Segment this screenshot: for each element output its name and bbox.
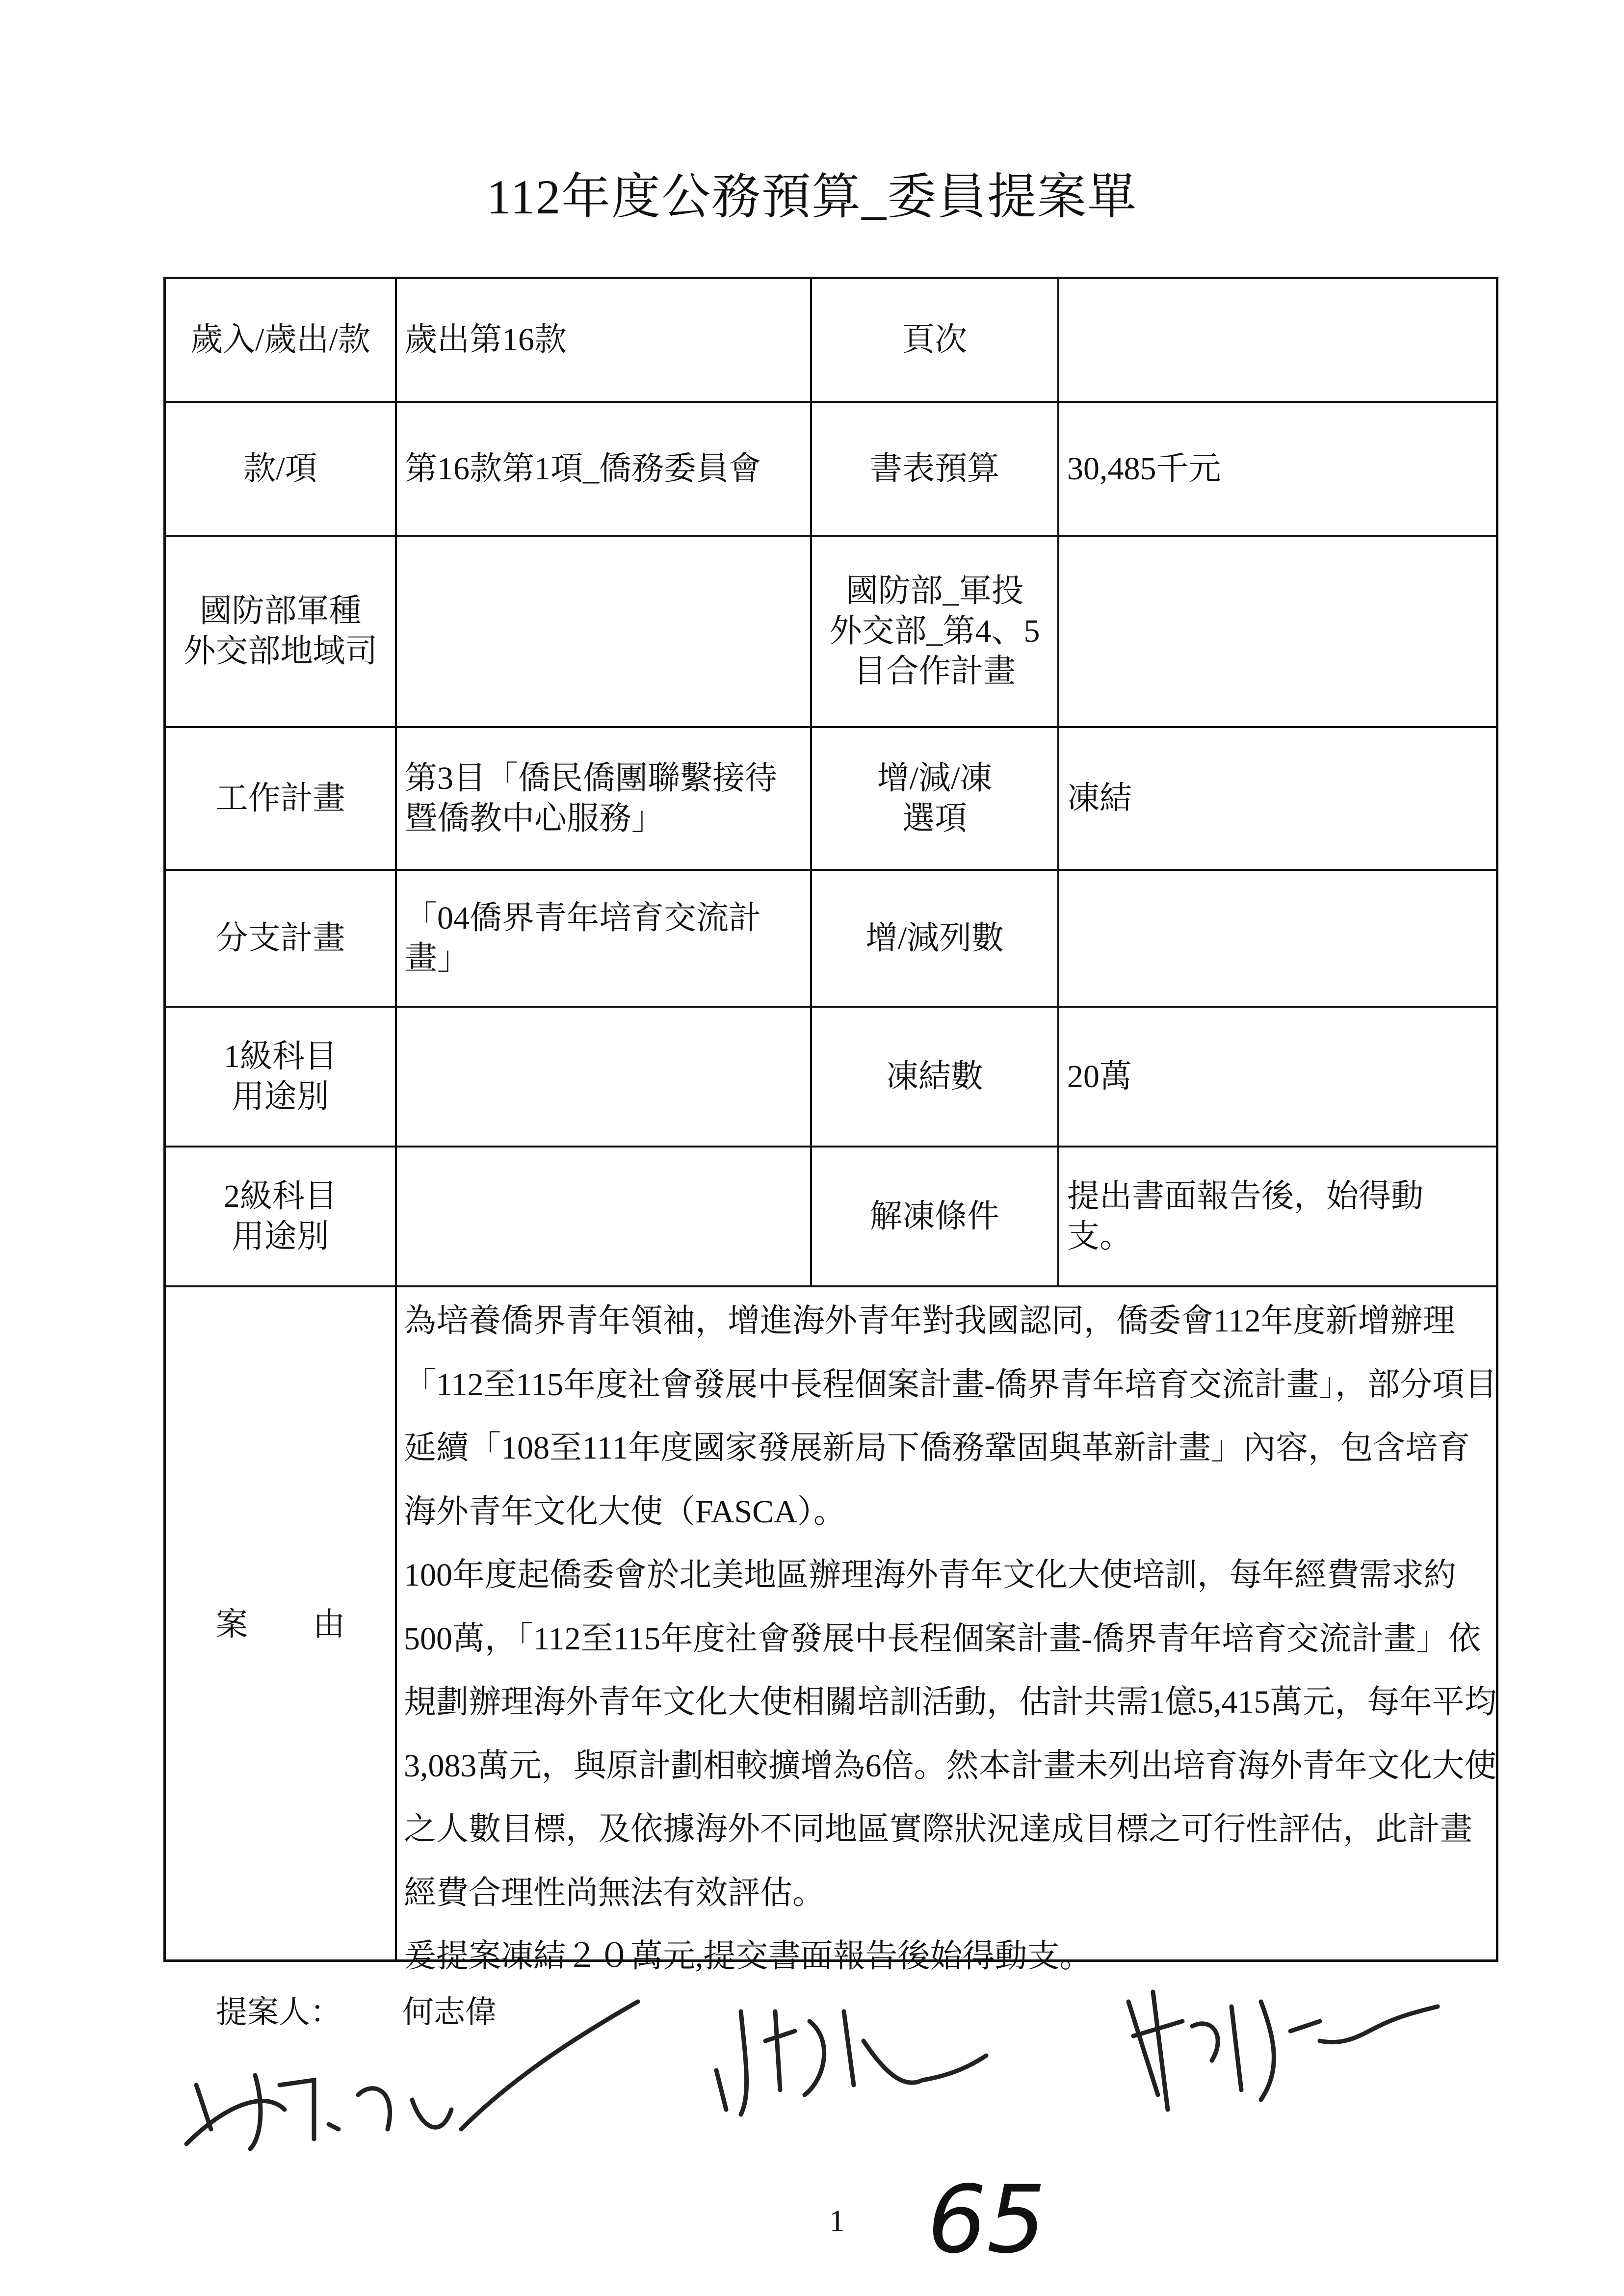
row-value	[397, 279, 812, 403]
row-label-text: 書表預算	[870, 450, 999, 487]
row-label	[166, 871, 397, 1008]
row-value	[1059, 537, 1498, 728]
proposer-label: 提案人：	[216, 1995, 341, 2030]
reason-paragraph: 爰提案凍結２０萬元,提交書面報告後始得動支。	[404, 1938, 1092, 1974]
row-label	[166, 728, 397, 871]
page-title: 112年度公務預算_委員提案單	[486, 170, 1138, 224]
row-value	[397, 728, 812, 871]
row-value-text: 第16款第1項_僑務委員會	[405, 450, 761, 487]
signature-3	[1114, 1972, 1447, 2129]
row-value-text: 20萬	[1067, 1058, 1132, 1095]
row-label	[812, 871, 1059, 1008]
row-label-text: 1級科目 用途別	[224, 1038, 337, 1115]
row-label	[166, 403, 397, 537]
row-label-text: 歲入/歲出/款	[190, 322, 370, 358]
row-label	[812, 1148, 1059, 1287]
row-value	[397, 403, 812, 537]
row-label-text: 增/減列數	[865, 920, 1004, 956]
row-value	[1059, 1008, 1498, 1148]
signature-1	[167, 1982, 657, 2188]
row-label-text: 解凍條件	[870, 1198, 999, 1234]
row-label	[812, 728, 1059, 871]
row-value	[1059, 403, 1498, 537]
row-label	[812, 1008, 1059, 1148]
row-value-text: 提出書面報告後，始得動 支。	[1067, 1178, 1423, 1254]
row-label	[812, 403, 1059, 537]
handwritten-page-number	[922, 2166, 1070, 2274]
row-label-text: 工作計畫	[215, 780, 345, 816]
row-label	[812, 279, 1059, 403]
row-value-text: 凍結	[1067, 780, 1132, 816]
proposal-table	[163, 277, 1498, 1974]
row-label-text: 分支計畫	[215, 920, 345, 956]
row-label-text: 國防部_軍投 外交部_第4、5 目合作計畫	[829, 573, 1040, 689]
reason-paragraph: 為培養僑界青年領袖，增進海外青年對我國認同，僑委會112年度新增辦理「112至115年度社會發展中長程個案計畫-僑界青年培育交流計畫」，部分項目延續「108至111年度國家發展新局下僑務鞏固與革新計畫」內容，包含培育海外青年文化大使（FASCA）。	[404, 1303, 1497, 1530]
row-label-text: 增/減/凍 選項	[877, 760, 993, 836]
row-label-text: 凍結數	[886, 1058, 983, 1095]
reason-paragraph: 100年度起僑委會於北美地區辦理海外青年文化大使培訓，每年經費需求約500萬，「112至115年度社會發展中長程個案計畫-僑界青年培育交流計畫」依規劃辦理海外青年文化大使相關培訓活動，估計共需1億5,415萬元，每年平均3,083萬元，與原計劃相較擴增為6倍。然本計畫未列出培育海外青年文化大使之人數目標，及依據海外不同地區實際狀況達成目標之可行性評估，此計畫經費合理性尚無法有效評估。	[404, 1557, 1497, 1911]
row-label	[166, 537, 397, 728]
row-value	[1059, 1148, 1498, 1287]
row-value	[397, 871, 812, 1008]
row-value-text: 歲出第16款	[405, 322, 567, 358]
page-number: 1	[829, 2203, 845, 2238]
row-label	[166, 1008, 397, 1148]
row-value-text: 第3目「僑民僑團聯繫接待 暨僑教中心服務」	[405, 760, 777, 836]
handwritten-number-text: 65	[927, 2166, 1046, 2274]
proposer-name: 何志偉	[402, 1995, 497, 2030]
row-value	[1059, 279, 1498, 403]
row-value	[397, 1148, 812, 1287]
row-value	[1059, 871, 1498, 1008]
reason-body	[397, 1287, 1501, 1974]
row-label	[166, 279, 397, 403]
signature-2	[697, 1982, 1001, 2129]
row-value-text: 30,485千元	[1067, 450, 1221, 487]
row-value	[1059, 728, 1498, 871]
row-label	[812, 537, 1059, 728]
row-label	[166, 1148, 397, 1287]
reason-label: 案 由	[166, 1287, 397, 1962]
row-label-text: 頁次	[902, 322, 967, 358]
row-label-text: 國防部軍種 外交部地域司	[183, 593, 378, 669]
row-value	[397, 1008, 812, 1148]
row-label-text: 款/項	[243, 450, 317, 487]
row-value-text: 「04僑界青年培育交流計 畫」	[405, 900, 761, 976]
row-value	[397, 537, 812, 728]
row-label-text: 2級科目 用途別	[224, 1178, 337, 1254]
